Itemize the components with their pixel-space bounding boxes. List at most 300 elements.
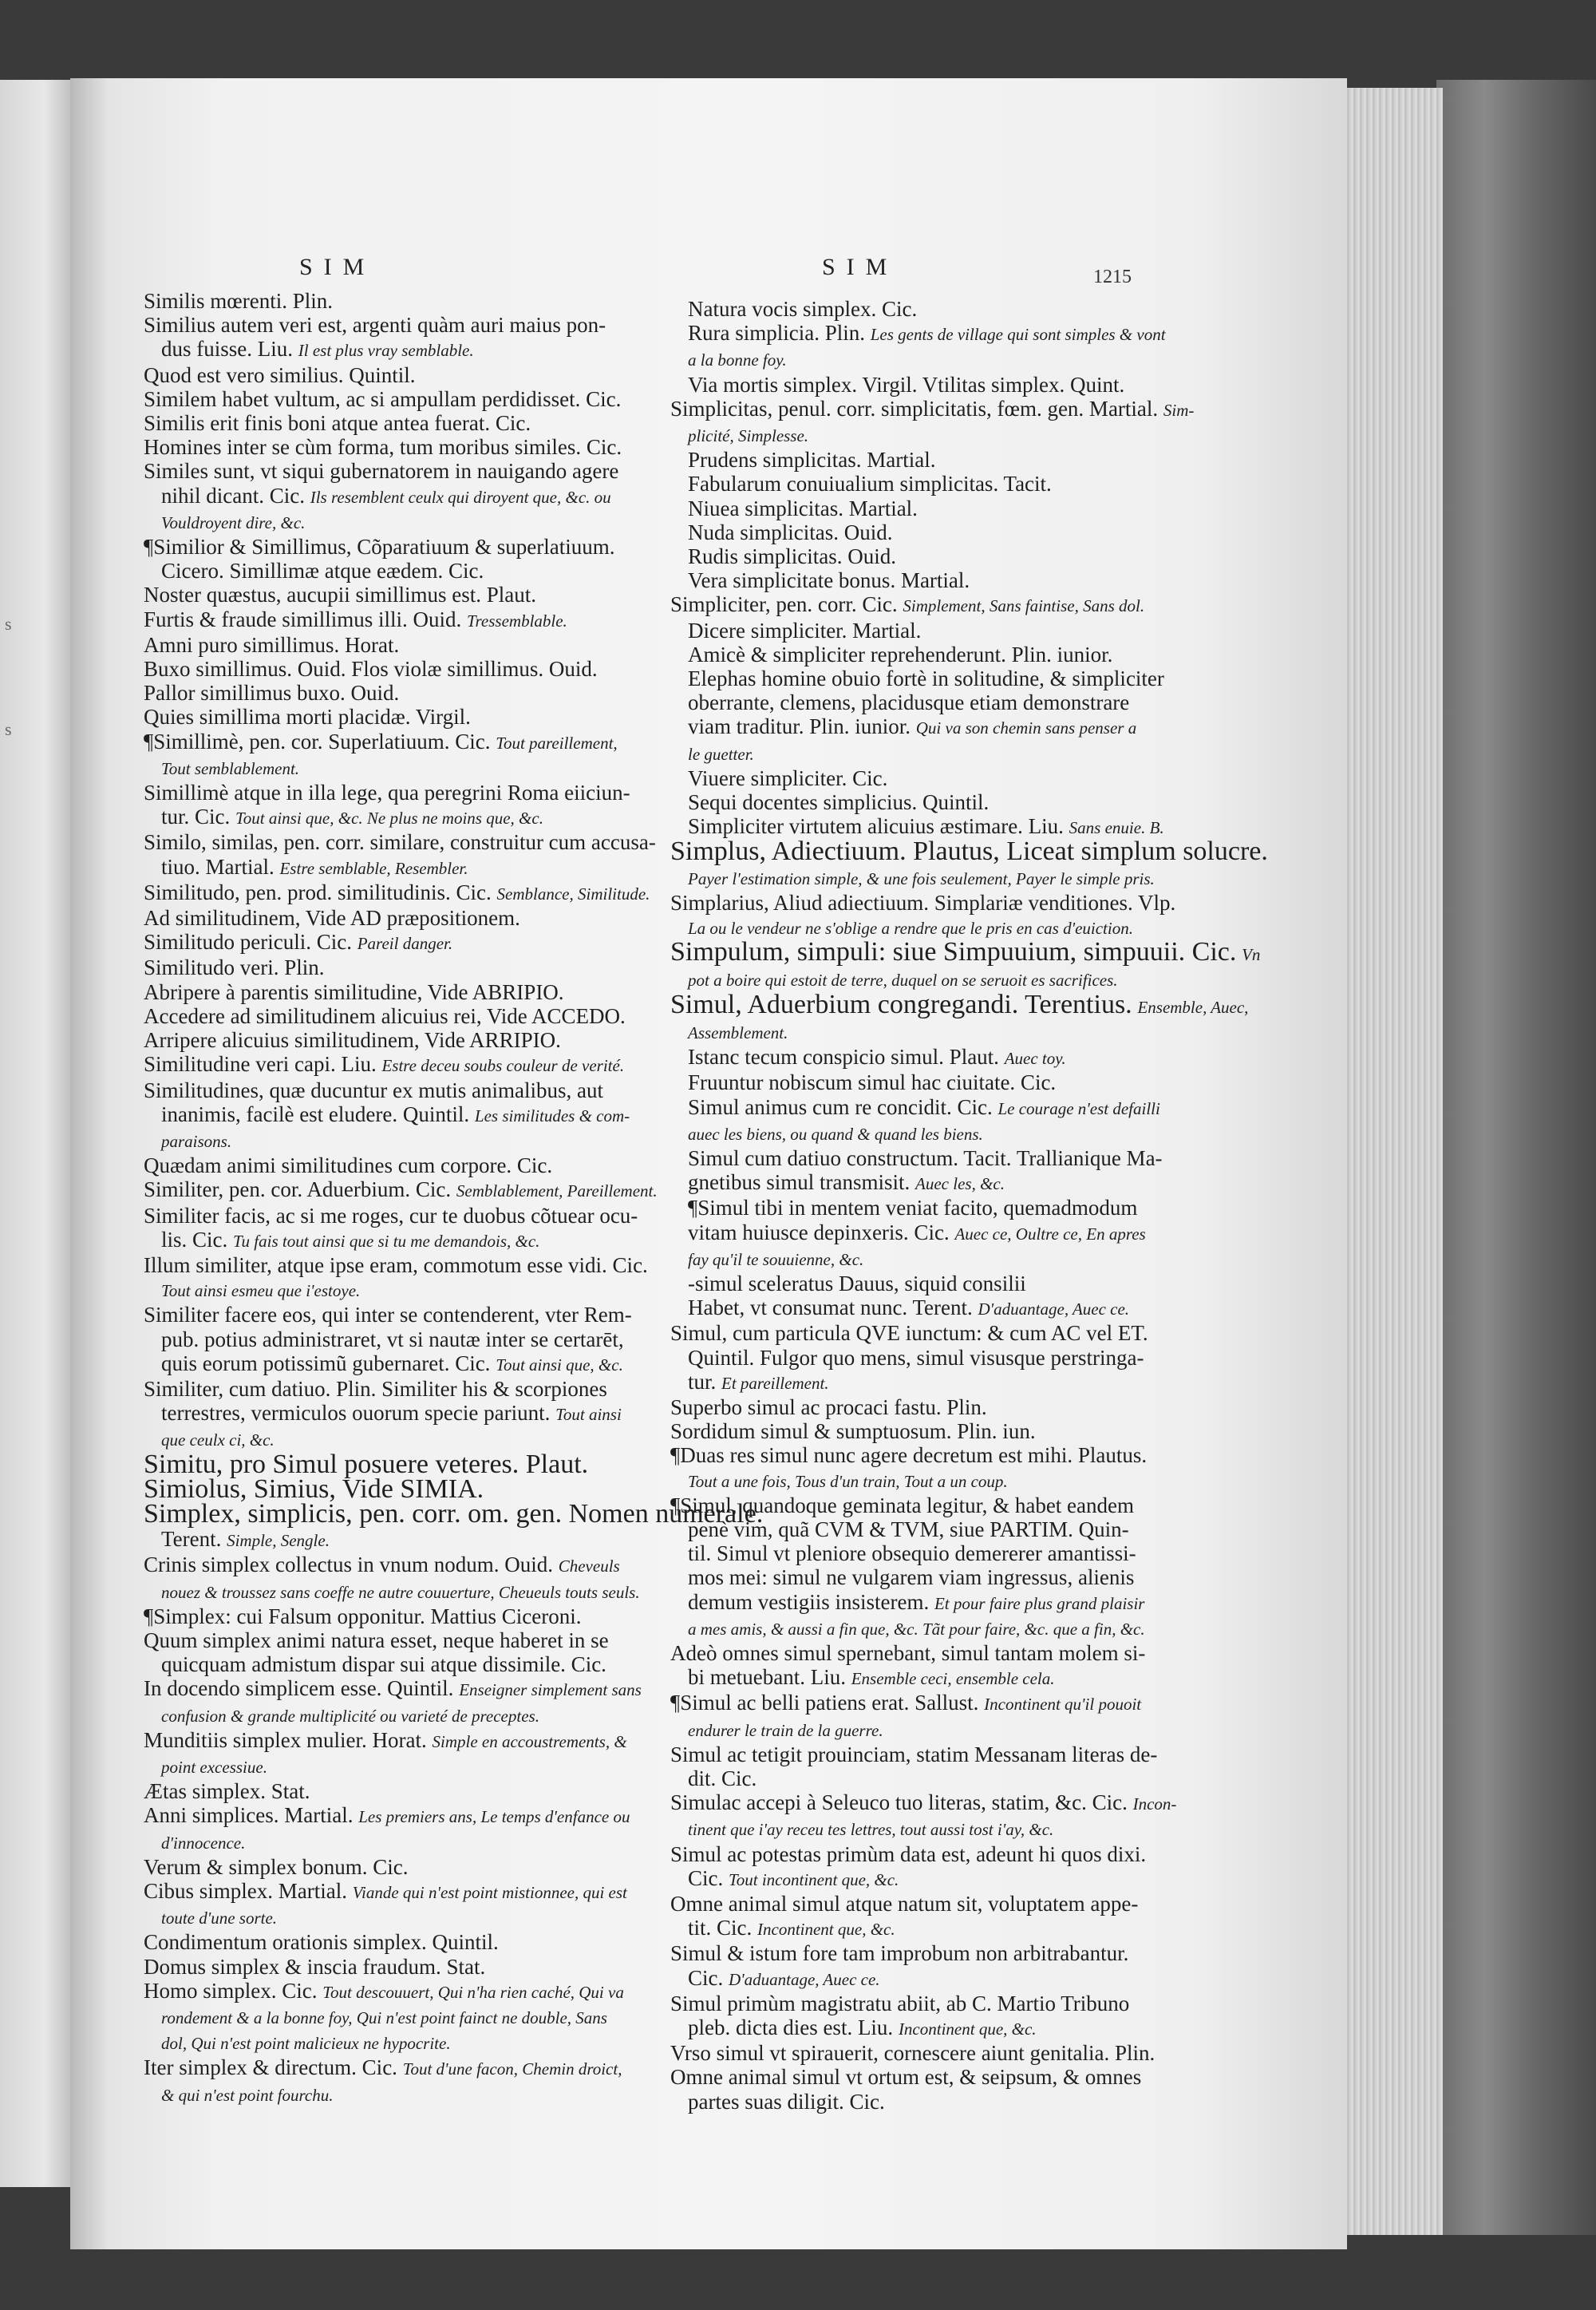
dictionary-line [670,766,1141,790]
dictionary-line [670,592,1145,618]
dictionary-line [144,559,614,583]
french-gloss: Enseigner simplement sans [459,1680,642,1700]
dictionary-line [670,714,1141,740]
dictionary-line [670,837,1268,867]
french-gloss: Tout semblablement. [161,758,300,778]
latin-text: tiuo. Martial. [161,854,275,879]
dictionary-line [670,544,1141,568]
french-gloss: Cheveuls [558,1556,620,1576]
latin-text: Similiter facis, ac si me roges, cur te duobus cõtuear ocu- [144,1203,638,1228]
latin-text: Similiter facere eos, qui inter se contenderent, vter Rem- [144,1303,632,1327]
dictionary-line [144,1754,614,1779]
french-gloss: endurer le train de la guerre. [688,1720,883,1740]
french-gloss: tinent que i'ay receu tes lettres, tout aussi tost i'ay, &c. [688,1820,1054,1840]
dictionary-line [144,1177,658,1203]
latin-text: oberrante, clemens, placidusque etiam demonstrare [688,690,1130,715]
dictionary-line [670,1272,1141,1295]
dictionary-line [670,1370,1141,1395]
latin-text: Ætas simplex. Stat. [144,1779,310,1804]
latin-text: Rudis simplicitas. Ouid. [688,544,897,569]
french-gloss: Et pareillement. [721,1373,829,1393]
dictionary-line [670,643,1141,666]
dictionary-line [670,1070,1141,1094]
latin-text: pleb. dicta dies est. Liu. [688,2015,894,2040]
latin-text: Vera simplicitate bonus. Martial. [688,568,970,593]
dictionary-line [144,2082,614,2107]
latin-text: ¶Simillimè, pen. cor. Superlatiuum. Cic. [144,729,491,754]
dictionary-line [144,289,614,313]
dictionary-line [144,1003,626,1028]
french-gloss: a mes amis, & aussi a fin que, &c. Tãt pour faire, &c. que a fin, &c. [688,1619,1145,1639]
dictionary-line [144,509,614,535]
dictionary-line [144,2055,622,2081]
dictionary-line [144,1930,614,1954]
latin-text: ¶Simplex: cui Falsum opponitur. Mattius Ciceroni. [144,1604,582,1628]
dictionary-line [144,1128,614,1153]
latin-text: Accedere ad similitudinem alicuius rei, Vide ACCEDO. [144,1003,626,1028]
latin-text: Similitudo veri. Plin. [144,955,325,980]
latin-text: ¶Duas res simul nunc agere decretum est mihi. Plautus. [670,1443,1148,1468]
dictionary-line [144,955,614,979]
dictionary-line [670,865,1155,891]
latin-text: Habet, vt consumat nunc. Terent. [688,1295,973,1320]
dictionary-line [670,1841,1147,1866]
dictionary-line [670,448,1141,472]
headword-text: Simplex, simplicis, pen. corr. om. gen. Nomen numerale. [144,1498,764,1529]
dictionary-line [670,1443,1148,1468]
french-gloss: le guetter. [688,744,754,764]
latin-text: inanimis, facilè est eludere. Quintil. [161,1102,470,1126]
french-gloss: toute d'une sorte. [161,1909,278,1928]
latin-text: Terent. [161,1527,222,1552]
french-gloss: Incontinent que, &c. [898,2019,1037,2039]
dictionary-line [670,1121,1141,1146]
french-gloss: Simple en accoustrements, & [432,1731,627,1751]
latin-text: Noster quæstus, aucupii simillimus est. Plaut. [144,583,536,607]
latin-text: ¶Simul ac belli patiens erat. Sallust. [670,1691,979,1715]
latin-text: Fruuntur nobiscum simul hac ciuitate. Cic. [688,1070,1057,1095]
latin-text: Similius autem veri est, argenti quàm auri maius pon- [144,313,606,338]
book-cover [1436,80,1596,2235]
dictionary-line [144,1228,614,1253]
latin-text: Quies simillima morti placidæ. Virgil. [144,705,471,730]
latin-text: Similis mœrenti. Plin. [144,289,334,313]
dictionary-line [144,1676,642,1702]
dictionary-line [670,373,1141,397]
french-gloss: Tout incontinent que, &c. [729,1869,899,1889]
french-gloss: Estre deceu soubs couleur de verité. [381,1056,625,1076]
french-gloss: Qui va son chemin sans penser a [915,718,1137,738]
latin-text: Simul primùm magistratu abiit, ab C. Martio Tribuno [670,1991,1130,2015]
dictionary-line [670,422,1141,448]
latin-text: Simplarius, Aliud adiectiuum. Simplariæ venditiones. Vlp. [670,890,1176,915]
dictionary-line [670,1691,1141,1716]
dictionary-line [670,568,1141,592]
latin-text: Domus simplex & inscia fraudum. Stat. [144,1954,486,1979]
french-gloss: Tout descouuert, Qui n'ha rien caché, Qui va [322,1982,624,2002]
french-gloss: Simple, Sengle. [227,1531,330,1551]
latin-text: dus fuisse. Liu. [161,337,293,362]
latin-text: Ad similitudinem, Vide AD præpositionem. [144,906,520,931]
latin-text: vitam huiusce depinxeris. Cic. [688,1220,950,1244]
dictionary-line [670,297,1141,321]
french-gloss: Tout a une fois, Tous d'un train, Tout a un coup. [688,1471,1008,1491]
dictionary-line [670,1616,1145,1641]
dictionary-line [144,781,630,805]
latin-text: Istanc tecum conspicio simul. Plaut. [688,1045,999,1070]
dictionary-line [670,1665,1141,1691]
dictionary-line [670,1468,1141,1493]
dictionary-line [144,880,650,906]
dictionary-line [144,930,614,955]
dictionary-line [144,1905,614,1930]
dictionary-line [144,755,614,781]
dictionary-line [670,666,1164,691]
dictionary-line [144,1527,614,1553]
french-gloss: rondement & a la bonne foy, Qui n'est point fainct ne double, Sans [161,2008,607,2028]
dictionary-line [670,1892,1141,1916]
french-gloss: paraisons. [161,1131,232,1151]
dictionary-line [670,1019,1141,1045]
french-gloss: fay qu'il te souuienne, &c. [688,1249,864,1269]
dictionary-line [670,1419,1141,1443]
dictionary-line [670,1790,1177,1816]
dictionary-line [670,496,1141,520]
latin-text: Crinis simplex collectus in vnum nodum. Ouid. [144,1553,553,1577]
dictionary-line [670,472,1141,496]
latin-text: Similis erit finis boni atque antea fuerat. Cic. [144,411,531,436]
french-gloss: pot a boire qui estoit de terre, duquel on se seruoit es sacrifices. [688,971,1118,991]
latin-text: Simul ac tetigit prouinciam, statim Messanam literas de- [670,1742,1158,1766]
french-gloss: Semblablement, Pareillement. [456,1181,658,1201]
latin-text: Similitudo, pen. prod. similitudinis. Cic. [144,880,492,904]
dictionary-line [670,790,1141,814]
french-gloss: Payer l'estimation simple, & une fois seulement, Payer le simple pris. [688,868,1155,888]
latin-text: Homines inter se cùm forma, tum moribus similes. Cic. [144,435,622,460]
latin-text: quis eorum potissimũ gubernaret. Cic. [161,1351,491,1375]
latin-text: Elephas homine obuio fortè in solitudine, & simpliciter [688,666,1164,691]
dictionary-line [670,1196,1141,1220]
dictionary-line [670,1916,1141,1941]
french-gloss: & qui n'est point fourchu. [161,2085,334,2105]
dictionary-line [670,1565,1141,1589]
dictionary-line [144,1779,614,1803]
dictionary-line [144,459,619,484]
latin-text: terrestres, vermiculos ouorum specie pariunt. [161,1401,551,1426]
headword-text: Simul, Aduerbium congregandi. Terentius. [670,989,1132,1019]
latin-text: gnetibus simul transmisit. [688,1170,911,1195]
french-gloss: que ceulx ci, &c. [161,1430,275,1450]
latin-text: Similiter, cum datiuo. Plin. Similiter his & scorpiones [144,1376,607,1401]
french-gloss: Auec toy. [1004,1049,1066,1069]
french-gloss: d'innocence. [161,1833,246,1853]
dictionary-line [670,1966,1141,1992]
latin-text: Iter simplex & directum. Cic. [144,2055,397,2080]
french-gloss: a la bonne foy. [688,350,787,370]
dictionary-line [670,2041,1156,2066]
dictionary-line [144,1553,620,1578]
dictionary-line [670,1395,1141,1419]
dictionary-line [144,1955,614,1979]
latin-text: til. Simul vt pleniore obsequio demererer amantissi- [688,1541,1136,1566]
latin-text: Similitudo periculi. Cic. [144,930,352,955]
dictionary-line [670,1145,1163,1170]
latin-text: Similiter, pen. cor. Aduerbium. Cic. [144,1177,452,1202]
headword-text: Simplus, Adiectiuum. Plautus, Liceat simplum solucre. [670,837,1268,867]
dictionary-line [144,1052,625,1078]
latin-text: Simul ac potestas primùm data est, adeunt hi quos dixi. [670,1841,1147,1866]
latin-text: -simul sceleratus Dauus, siquid consilii [688,1271,1026,1295]
dictionary-line [144,1377,614,1401]
dictionary-line [670,1816,1141,1841]
latin-text: Illum similiter, atque ipse eram, commotum esse vidi. Cic. [144,1252,648,1277]
latin-text: Simpliciter, pen. corr. Cic. [670,592,898,617]
dictionary-line [670,1295,1141,1321]
dictionary-line [144,1628,614,1652]
page-number: 1215 [1093,267,1132,287]
dictionary-line [144,1028,614,1052]
dictionary-line [144,1855,614,1879]
dictionary-line [670,1321,1148,1346]
french-gloss: point excessiue. [161,1757,267,1777]
dictionary-line [144,1203,638,1228]
latin-text: pub. potius administraret, vt si nautæ inter se certarēt, [161,1327,624,1351]
dictionary-line [144,633,614,657]
latin-text: Prudens simplicitas. Martial. [688,448,936,473]
latin-text: Adeò omnes simul spernebant, simul tantam molem si- [670,1640,1146,1665]
dictionary-line [670,346,1141,372]
latin-text: ¶Simul, quandoque geminata legitur, & habet eandem [670,1493,1135,1517]
dictionary-line [144,980,614,1004]
latin-text: Simulac accepi à Seleuco tuo literas, statim, &c. Cic. [670,1790,1128,1815]
french-gloss: Tout ainsi [555,1405,622,1425]
latin-text: Munditiis simplex mulier. Horat. [144,1727,427,1752]
latin-text: Cicero. Simillimæ atque eædem. Cic. [161,559,484,583]
latin-text: viam traditur. Plin. iunior. [688,714,911,739]
dictionary-line [670,1170,1141,1196]
latin-text: bi metuebant. Liu. [688,1665,846,1690]
french-gloss: Les similitudes & com- [474,1106,630,1125]
dictionary-line [670,1094,1160,1121]
latin-text: Furtis & fraude simillimus illi. Ouid. [144,607,462,631]
french-gloss: Ils resemblent ceulx qui diroyent que, &c. ou [310,487,611,507]
french-gloss: Et pour faire plus grand plaisir [934,1593,1145,1613]
french-gloss: Tout ainsi que, &c. [496,1355,623,1375]
french-gloss: Les premiers ans, Le temps d'enfance ou [358,1807,630,1827]
latin-text: penè vim, quã CVM & TVM, siue PARTIM. Quin- [688,1517,1129,1541]
dictionary-line [670,1640,1146,1665]
latin-text: Pallor simillimus buxo. Ouid. [144,681,400,706]
french-gloss: Ensemble ceci, ensemble cela. [851,1669,1055,1689]
left-page-marks: s s [5,614,12,739]
dictionary-line [670,1742,1158,1766]
dictionary-line [670,2090,1141,2114]
dictionary-line [670,1589,1145,1616]
latin-text: tur. Cic. [161,805,231,829]
latin-text: Vrso simul vt spirauerit, cornescere aiunt genitalia. Plin. [670,2041,1156,2066]
dictionary-line [144,1078,614,1102]
dictionary-line [670,1992,1141,2015]
french-gloss: Pareil danger. [357,934,453,954]
french-gloss: Incon- [1132,1794,1177,1814]
latin-text: Superbo simul ac procaci fastu. Plin. [670,1394,987,1419]
french-gloss: Auec ce, Oultre ce, En apres [954,1224,1146,1244]
headword-text: Simitu, pro Simul posuere veteres. Plaut. [144,1449,589,1479]
latin-text: Sequi docentes simplicius. Quintil. [688,790,990,815]
french-gloss: dol, Qui n'est point malicieux ne hypocrite. [161,2034,451,2054]
dictionary-line [144,484,614,509]
dictionary-line [670,1517,1141,1541]
latin-text: Similem habet vultum, ac si ampullam perdidisset. Cic. [144,386,622,411]
dictionary-line [144,1153,614,1177]
french-gloss: Sim- [1163,400,1195,420]
latin-text: Condimentum orationis simplex. Quintil. [144,1930,499,1955]
latin-text: Amicè & simpliciter reprehenderunt. Plin. iunior. [688,642,1113,666]
french-gloss: Auec les, &c. [915,1174,1005,1194]
latin-text: tit. Cic. [688,1916,753,1940]
dictionary-line [144,313,614,337]
latin-text: Cic. [688,1965,724,1990]
latin-text: Abripere à parentis similitudine, Vide ABRIPIO. [144,979,564,1004]
french-gloss: Vn [1242,945,1261,965]
latin-text: Similo, similas, pen. corr. similare, construitur cum accusa- [144,830,656,855]
latin-text: Quædam animi similitudines cum corpore. Cic. [144,1153,553,1178]
dictionary-line [144,1351,623,1377]
latin-text: Sordidum simul & sumptuosum. Plin. iun. [670,1419,1036,1444]
dictionary-line [144,1102,630,1128]
dictionary-line [144,535,614,559]
dictionary-line [144,2004,614,2030]
dictionary-line [670,989,1249,1019]
dictionary-line [670,1220,1146,1246]
dictionary-line [670,520,1141,544]
french-gloss: Incontinent qu'il pouoit [984,1695,1142,1715]
french-gloss: auec les biens, ou quand & quand les biens. [688,1124,983,1144]
dictionary-line [144,906,614,930]
latin-text: Simul cum datiuo constructum. Tacit. Trallianique Ma- [688,1145,1163,1170]
latin-text: Simpliciter virtutem alicuius æstimare. Liu. [688,814,1064,839]
latin-text: Omne animal simul atque natum sit, voluptatem appe- [670,1892,1139,1916]
french-gloss: Les gents de village qui sont simples & vont [870,325,1166,345]
dictionary-line [144,1498,764,1529]
running-head-right: SIM [822,254,899,280]
running-head-left: SIM [299,254,376,280]
dictionary-line [144,1652,614,1676]
french-gloss: Incontinent que, &c. [757,1920,895,1940]
french-gloss: Estre semblable, Resembler. [279,858,468,878]
dictionary-line [144,1303,632,1327]
dictionary-line [144,411,614,435]
dictionary-line [144,1604,614,1628]
dictionary-line [144,435,622,460]
latin-text: Similes sunt, vt siqui gubernatorem in nauigando agere [144,459,619,484]
dictionary-line [144,607,614,633]
dictionary-line [144,386,622,411]
latin-text: ¶Similior & Simillimus, Cõparatiuum & superlatiuum. [144,535,615,560]
dictionary-line [670,2015,1141,2041]
dictionary-line [670,1717,1141,1742]
latin-text: Nuda simplicitas. Ouid. [688,520,893,544]
french-gloss: Tu fais tout ainsi que si tu me demandois, &c. [233,1231,540,1251]
latin-text: Viuere simpliciter. Cic. [688,765,888,790]
latin-text: Simul, cum particula QVE iunctum: & cum AC vel ET. [670,1321,1148,1346]
dictionary-line [670,1493,1141,1517]
french-gloss: Tressemblable. [467,611,567,631]
latin-text: Niuea simplicitas. Martial. [688,496,918,520]
dictionary-line [670,741,1141,766]
latin-text: Omne animal simul vt ortum est, & seipsum, & omnes [670,2065,1142,2090]
latin-text: partes suas diligit. Cic. [688,2089,885,2114]
latin-text: Simillimè atque in illa lege, qua peregrini Roma eiiciun- [144,781,630,805]
french-gloss: La ou le vendeur ne s'oblige a rendre que le pris en cas d'euiction. [688,919,1133,939]
headword-text: Simiolus, Simius, Vide SIMIA. [144,1473,484,1504]
french-gloss: Sans enuie. B. [1069,818,1164,838]
latin-text: Simul & istum fore tam improbum non arbitrabantur. [670,1941,1129,1966]
dictionary-line [144,1978,624,2004]
french-gloss: D'aduantage, Auec ce. [729,1969,880,1989]
latin-text: mos mei: simul ne vulgarem viam ingressus, alienis [688,1565,1135,1590]
french-gloss: confusion & grande multiplicité ou varieté de preceptes. [161,1706,539,1726]
dictionary-line [670,1766,1141,1790]
dictionary-line [144,1252,648,1277]
dictionary-line [670,1345,1144,1370]
french-gloss: Vouldroyent dire, &c. [161,512,306,532]
latin-text: dit. Cic. [688,1766,757,1790]
dictionary-line [144,729,618,755]
french-gloss: Tout ainsi esmeu que i'estoye. [161,1281,361,1301]
latin-text: Cic. [688,1865,724,1890]
latin-text: Rura simplicia. Plin. [688,321,865,346]
dictionary-line [670,619,1141,643]
latin-text: Similitudines, quæ ducuntur ex mutis animalibus, aut [144,1078,603,1102]
dictionary-line [670,1866,1141,1892]
latin-text: Via mortis simplex. Virgil. Vtilitas simplex. Quint. [688,372,1125,397]
latin-text: Fabularum conuiualium simplicitas. Tacit. [688,472,1052,496]
latin-text: Quintil. Fulgor quo mens, simul visusque perstringa- [688,1345,1144,1370]
dictionary-line [670,890,1176,915]
latin-text: In docendo simplicem esse. Quintil. [144,1676,454,1701]
latin-text: tur. [688,1369,717,1394]
dictionary-line [670,1246,1141,1272]
latin-text: quicquam admistum dispar sui atque dissimile. Cic. [161,1652,606,1677]
dictionary-line [144,1327,624,1351]
dictionary-line [144,2030,614,2055]
latin-text: lis. Cic. [161,1227,228,1252]
dictionary-line [144,1703,614,1728]
latin-text: Cibus simplex. Martial. [144,1879,347,1903]
latin-text: Anni simplices. Martial. [144,1803,354,1828]
latin-text: demum vestigiis insisterem. [688,1589,930,1614]
french-gloss: Tout d'une facon, Chemin droict, [402,2059,622,2079]
latin-text: Arripere alicuius similitudinem, Vide ARRIPIO. [144,1028,561,1053]
latin-text: Homo simplex. Cic. [144,1978,318,2003]
latin-text: Buxo simillimus. Ouid. Flos violæ simillimus. Ouid. [144,657,598,682]
french-gloss: Simplement, Sans faintise, Sans dol. [903,596,1145,616]
dictionary-line [144,583,614,607]
latin-text: Simul animus cum re concidit. Cic. [688,1094,993,1119]
dictionary-line [144,1879,627,1905]
latin-text: Quum simplex animi natura esset, neque haberet in se [144,1628,609,1652]
dictionary-line [144,1803,630,1829]
latin-text: Natura vocis simplex. Cic. [688,297,918,321]
french-gloss: Tout pareillement, [496,733,618,753]
dictionary-line [670,396,1195,422]
dictionary-line [144,705,614,729]
french-gloss: Assemblement. [688,1022,788,1042]
dictionary-line [670,937,1261,967]
french-gloss: nouez & troussez sans coeffe ne autre couuerture, Cheueuls touts seuls. [161,1582,640,1602]
dictionary-line [670,690,1141,714]
